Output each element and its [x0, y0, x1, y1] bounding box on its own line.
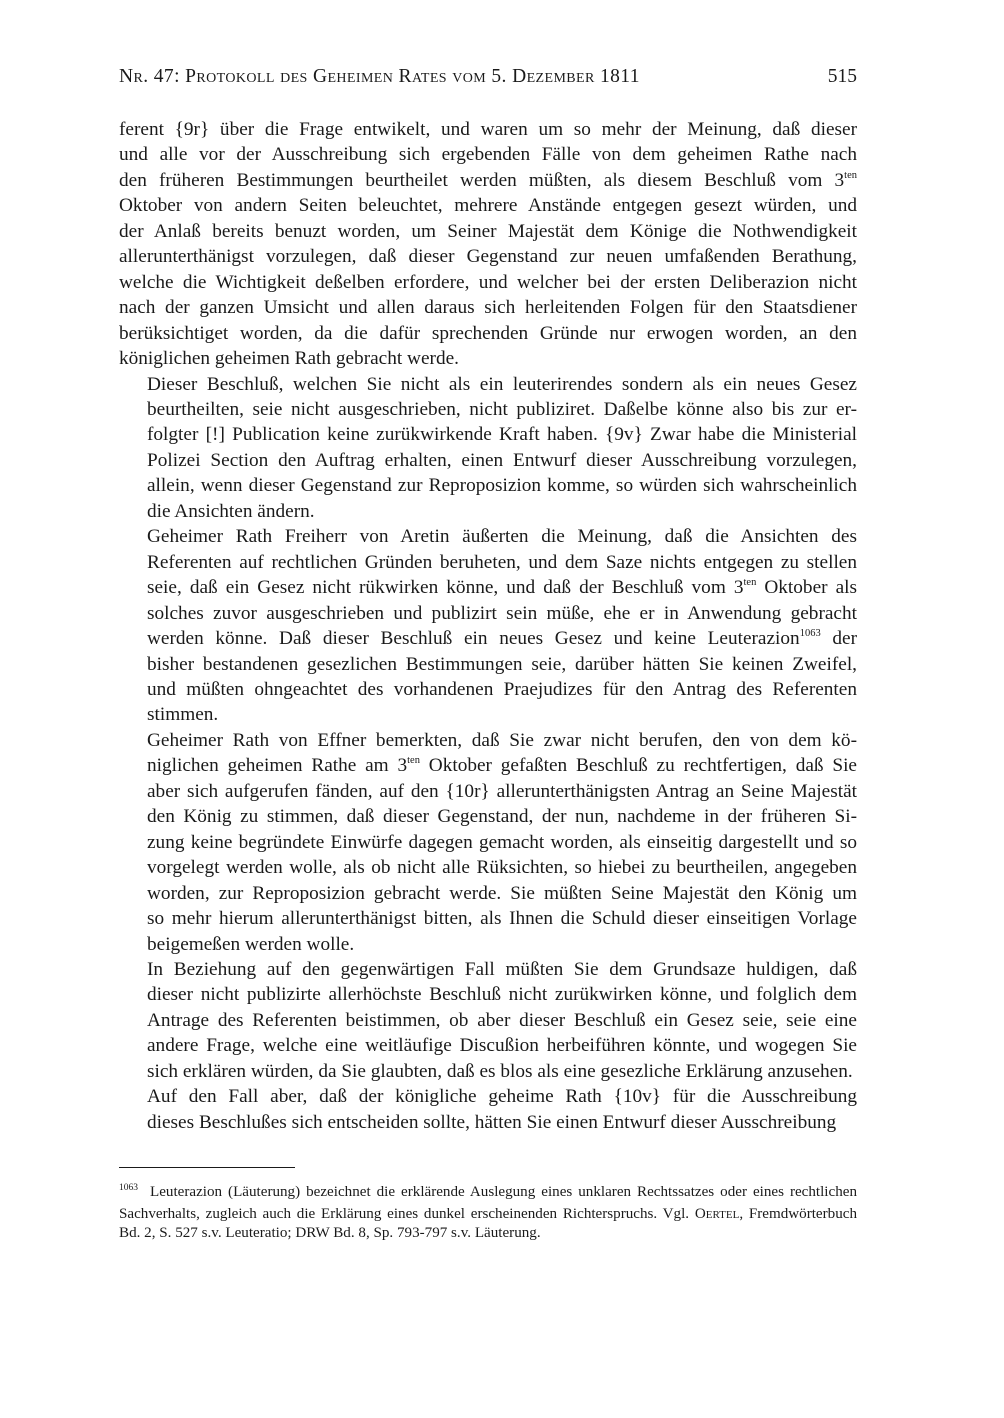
- running-head: Nr. 47: Protokoll des Geheimen Rates vom 5. Dezember 1811: [119, 66, 640, 87]
- text-line: Geheimer Rath von Effner bemerkten, daß Sie zwar nicht berufen, den von dem kö-: [147, 729, 857, 751]
- text-line: Geheimer Rath Freiherr von Aretin äußerten die Meinung, daß die Ansichten des: [147, 526, 857, 548]
- footnote-author: Oertel: [694, 1205, 740, 1222]
- text-line: ferent {9r} über die Frage entwikelt, und waren um so mehr der Meinung, daß dieser: [119, 119, 857, 140]
- text-line: berüksichtiget worden, da die dafür sprechenden Gründe nur erwogen worden, an den: [119, 322, 857, 344]
- footnote-1063: [119, 1183, 857, 1244]
- text-line: Dieser Beschluß, welchen Sie nicht als ein leuterirendes sondern als ein neues Gesez: [147, 373, 857, 395]
- superscript: ten: [407, 755, 420, 767]
- footnote-number: 1063: [119, 1183, 138, 1193]
- text-line: In Beziehung auf den gegenwärtigen Fall müßten Sie dem Grundsaze huldigen, daß: [147, 958, 857, 980]
- text-run: Oktober gefaßten Beschluß zu rechtfertigen, daß Sie: [419, 755, 857, 777]
- text-line: stimmen.: [147, 704, 219, 726]
- text-line: den König zu stimmen, daß dieser Gegenstand, der nun, nachdeme in der früheren Si-: [147, 806, 857, 828]
- page-header: [119, 66, 857, 92]
- paragraph: [119, 957, 857, 1084]
- text-line: und müßten ohngeachtet des vorhandenen Praejudizes für den Antrag des Referenten: [147, 678, 857, 700]
- text-line: andere Frage, welche eine weitläufige Discußion herbeiführen könnte, und wogegen Sie: [147, 1035, 857, 1057]
- text-line: sich erklären würden, da Sie glaubten, daß es blos als eine gesezliche Erklärung anzusehen.: [147, 1060, 853, 1082]
- text-line: aber sich aufgerufen fänden, auf den {10r} allerunterthänigsten Antrag an Seine Majestät: [147, 780, 857, 802]
- text-line: so mehr hierum allerunterthänigst bitten, als Ihnen die Schuld dieser einseitigen Vorlage: [147, 908, 857, 930]
- text-line: vorgelegt werden wolle, als ob nicht alle Rüksichten, so hiebei zu beurtheilen, angegeben: [147, 857, 857, 879]
- text-line: und alle vor der Ausschreibung sich ergebenden Fälle von dem geheimen Rathe nach: [119, 144, 857, 166]
- text-line: Referenten auf rechtlichen Gründen beruheten, und dem Saze nichts entgegen zu stellen: [147, 551, 857, 573]
- text-run: niglichen geheimen Rathe am 3: [147, 755, 408, 777]
- text-line: beurtheilten, seie nicht ausgeschrieben, nicht publiziret. Daßelbe könne also bis zur er-: [147, 398, 857, 420]
- body-text: [119, 117, 857, 1135]
- text-line: nach der ganzen Umsicht und allen daraus sich herleitenden Folgen für den Staatsdiener: [119, 297, 857, 319]
- footnotes: [119, 1183, 857, 1244]
- footnote-text: Leuterazion (Läuterung) bezeichnet die erklärende Auslegung eines unklaren Rechtssatzes oder eines rechtlichen Sachverhalts, zugleich auch die Erklärung eines dunkel erscheinenden Richterspruchs. Vgl.: [119, 1184, 857, 1222]
- paragraph: [119, 728, 857, 957]
- footnote-rule: [119, 1167, 295, 1168]
- text-line: solches zuvor ausgeschrieben und publizirt sein müße, ehe er in Anwendung gebracht: [147, 602, 857, 624]
- text-line: worden, zur Reproposizion gebracht werde. Sie müßten Seine Majestät den König um: [147, 882, 857, 904]
- text-line: die Ansichten ändern.: [147, 500, 315, 522]
- text-line: königlichen geheimen Rath gebracht werde.: [119, 348, 459, 370]
- text-line: Oktober von andern Seiten beleuchtet, mehrere Anstände entgegen gesezt würden, und: [119, 195, 857, 217]
- superscript: 1063: [799, 628, 821, 640]
- text-line: Antrage des Referenten beistimmen, ob aber dieser Beschluß ein Gesez seie, seie eine: [147, 1009, 857, 1031]
- text-run: seie, daß ein Gesez nicht rükwirken könne, und daß der Beschluß vom 3: [147, 577, 744, 599]
- paragraph: [119, 372, 857, 525]
- text-run: werden könne. Daß dieser Beschluß ein neues Gesez und keine Leuterazion: [147, 628, 800, 650]
- text-line: [119, 575, 857, 600]
- paragraph: [119, 524, 857, 728]
- text-run: Oktober als: [756, 577, 857, 599]
- text-line: dieses Beschlußes sich entscheiden sollte, hätten Sie einen Entwurf dieser Ausschreibung: [147, 1111, 837, 1133]
- text-line: der Anlaß bereits benuzt worden, um Seiner Majestät dem Könige die Nothwendigkeit: [119, 220, 857, 242]
- page-number: 515: [827, 66, 857, 87]
- superscript: ten: [844, 169, 857, 181]
- text-line: welche die Wichtigkeit deßelben erfordere, und welcher bei der ersten Deliberazion nicht: [119, 271, 857, 293]
- text-line: [119, 626, 857, 651]
- text-line: bisher bestandenen gesezlichen Bestimmungen seie, darüber hätten Sie keinen Zweifel,: [147, 653, 857, 675]
- text-line: Auf den Fall aber, daß der königliche geheime Rath {10v} für die Ausschreibung: [147, 1086, 857, 1108]
- text-line: allerunterthänigst vorzulegen, daß dieser Gegenstand zur neuen umfaßenden Berathung,: [119, 246, 857, 268]
- text-line: dieser nicht publizirte allerhöchste Beschluß nicht zurükwirken könne, und folglich dem: [147, 984, 857, 1006]
- superscript: ten: [743, 577, 757, 589]
- paragraph: [119, 1084, 857, 1135]
- footnote-text-continued: , Fremdwörterbuch Bd. 2, S. 527 s.v. Leuteratio; DRW Bd. 8, Sp. 793-797 s.v. Läuterung.: [119, 1205, 857, 1242]
- text-line: Polizei Section den Auftrag erhalten, einen Entwurf dieser Ausschreibung vorzulegen,: [147, 449, 857, 471]
- text-run: den früheren Bestimmungen beurtheilet werden müßten, als diesem Beschluß vom 3: [119, 169, 845, 191]
- text-line: [119, 168, 857, 193]
- text-line: beigemeßen werden wolle.: [147, 933, 355, 955]
- text-line: folgter [!] Publication keine zurükwirkende Kraft haben. {9v} Zwar habe die Ministerial: [147, 424, 857, 446]
- text-line: zung keine begründete Einwürfe dagegen gemacht worden, als einseitig dargestellt und so: [147, 831, 857, 853]
- paragraph: [119, 117, 857, 372]
- text-run: der: [820, 628, 857, 650]
- text-line: allein, wenn dieser Gegenstand zur Reproposizion komme, so würden sich wahrscheinlich: [147, 475, 857, 497]
- text-line: [119, 753, 857, 778]
